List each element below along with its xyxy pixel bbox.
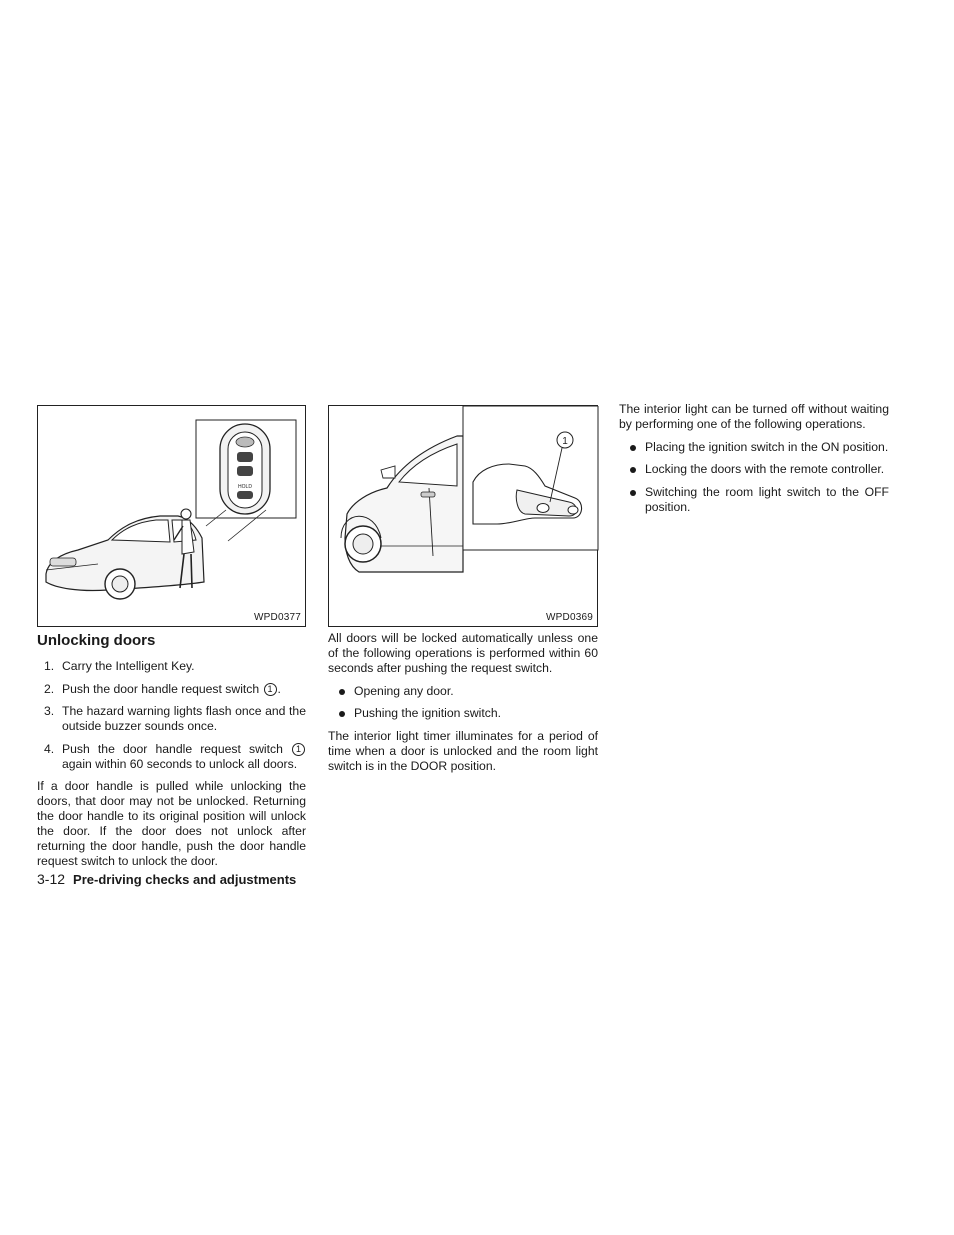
step-text: Carry the Intelligent Key. [62, 659, 195, 673]
figure-door-handle-switch [328, 405, 598, 627]
callout-1: 1 [562, 436, 568, 447]
left-column [37, 632, 306, 869]
illustration-person-at-car [38, 406, 307, 628]
step-number: 1. [44, 659, 55, 673]
right-column [619, 402, 889, 522]
step-text-end: . [277, 681, 281, 696]
bullet-list [619, 440, 889, 515]
hold-label: HOLD [238, 484, 252, 490]
bullet-item: Pushing the ignition switch. [328, 706, 598, 721]
step-text: Push the door handle request switch [62, 741, 283, 756]
figure-unlocking-with-key [37, 405, 306, 627]
step-item [37, 659, 306, 674]
page-footer [37, 871, 296, 888]
section-heading: Unlocking doors [37, 632, 156, 649]
illustration-door-handle [329, 406, 599, 628]
section-title: Pre-driving checks and adjustments [73, 872, 297, 887]
middle-column [328, 631, 598, 774]
body-paragraph: If a door handle is pulled while unlocking the doors, that door may not be unlocked. Returning the door handle to its original position will unlock the door. If the door does not unlock after returning the door handle, push the door handle request switch to unlock the door. [37, 779, 306, 869]
body-paragraph: The interior light timer illuminates for a period of time when a door is unlocked and the room light switch is in the DOOR position. [328, 728, 598, 773]
figure-code: WPD0377 [254, 612, 301, 623]
step-item [37, 682, 306, 697]
step-number: 4. [44, 741, 55, 756]
bullet-list [328, 684, 598, 722]
ref-number-badge: 1 [264, 683, 277, 696]
page-number: 3-12 [37, 871, 66, 887]
step-number: 3. [44, 704, 55, 719]
step-item [37, 742, 306, 772]
figure-code: WPD0369 [546, 612, 593, 623]
step-text-end: again within 60 seconds to unlock all doors. [62, 756, 298, 771]
step-item [37, 704, 306, 734]
body-paragraph: All doors will be locked automatically unless one of the following operations is performed within 60 seconds after pushing the request switch. [328, 631, 598, 675]
step-text: The hazard warning lights flash once and the outside buzzer sounds once. [62, 704, 306, 734]
bullet-item: Locking the doors with the remote controller. [619, 462, 889, 477]
ref-number-badge: 1 [292, 743, 305, 756]
bullet-item: Switching the room light switch to the OFF position. [619, 485, 889, 515]
step-text: Push the door handle request switch [62, 681, 260, 696]
step-number: 2. [44, 681, 55, 696]
bullet-item: Placing the ignition switch in the ON position. [619, 440, 889, 455]
body-paragraph: The interior light can be turned off without waiting by performing one of the following operations. [619, 402, 889, 431]
steps-list [37, 659, 306, 772]
bullet-item: Opening any door. [328, 684, 598, 699]
